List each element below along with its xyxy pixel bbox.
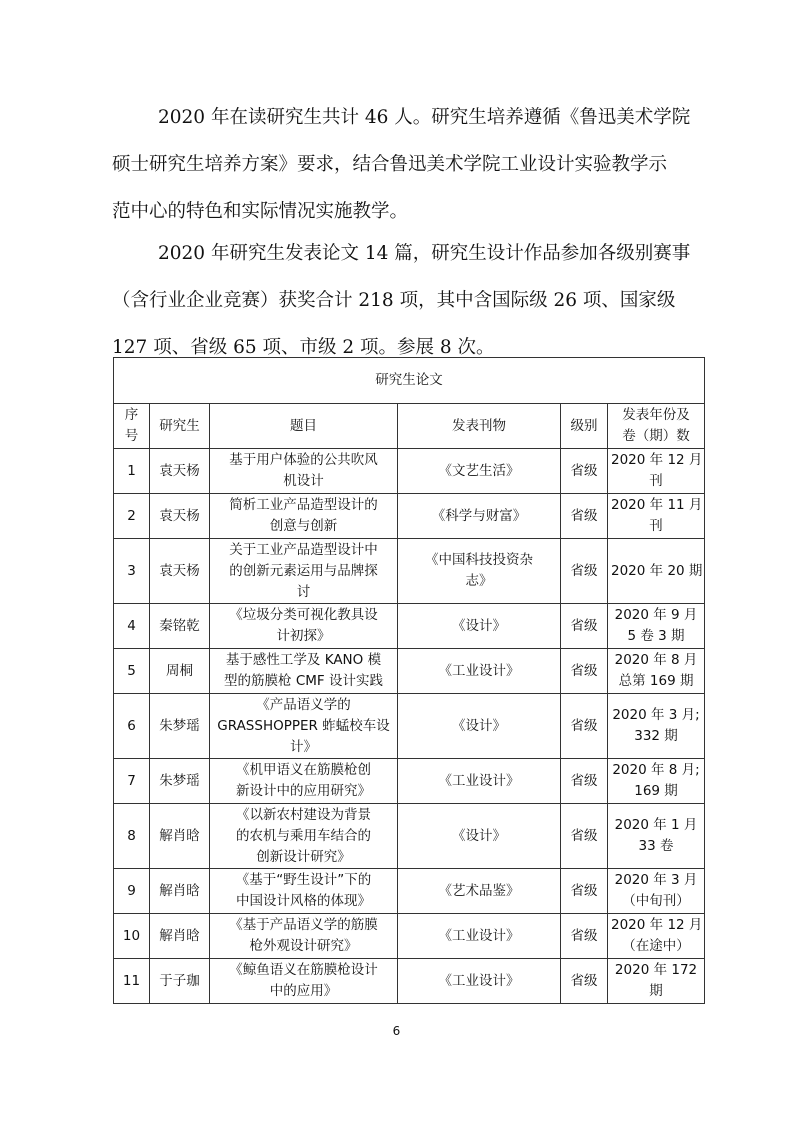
student-cell: 袁天杨 <box>150 539 210 604</box>
table-row <box>114 449 705 494</box>
cell-text: GRASSHOPPER 蚱蜢校车设 <box>217 717 390 734</box>
cell-text: 2020 年 9 月 <box>614 607 698 623</box>
student-cell: 秦铭乾 <box>150 604 210 649</box>
journal-cell <box>398 694 561 759</box>
page-number: 6 <box>392 1024 401 1038</box>
issue-cell <box>608 449 705 494</box>
header-level <box>561 404 608 449</box>
issue-cell <box>608 604 705 649</box>
paragraph-line: 范中心的特色和实际情况实施教学。 <box>112 201 409 222</box>
row-number-cell: 4 <box>114 604 150 649</box>
table-row <box>114 869 705 914</box>
paragraph-line: （含行业企业竞赛）获奖合计 218 项，其中含国际级 26 项、国家级 <box>112 290 676 311</box>
cell-text: 《基于产品语义学的筋膜 <box>229 917 378 933</box>
thesis-table <box>113 357 705 1004</box>
cell-text: 169 期 <box>634 783 678 799</box>
paragraph-line: 127 项、省级 65 项、市级 2 项。参展 8 次。 <box>112 337 495 358</box>
paragraph-line: 2020 年在读研究生共计 46 人。研究生培养遵循《鲁迅美术学院 <box>158 107 691 128</box>
cell-text: （中旬刊） <box>622 893 690 909</box>
header-no <box>114 404 150 449</box>
title-cell <box>210 539 398 604</box>
paragraph-publications <box>112 230 702 371</box>
paragraph-line: 2020 年研究生发表论文 14 篇，研究生设计作品参加各级别赛事 <box>158 243 691 264</box>
journal-cell <box>398 869 561 914</box>
cell-text: 关于工业产品造型设计中 <box>229 541 378 558</box>
cell-text: 《设计》 <box>452 717 506 734</box>
row-number-cell: 2 <box>114 494 150 539</box>
cell-text: 新设计中的应用研究》 <box>236 783 371 799</box>
cell-text: 《科学与财富》 <box>431 507 527 524</box>
header-student <box>150 404 210 449</box>
cell-text: 2020 年 11 月 <box>611 497 703 513</box>
cell-text: 2020 年 3 月; <box>612 707 700 723</box>
header-title <box>210 404 398 449</box>
cell-text: 《文艺生活》 <box>438 462 520 479</box>
student-cell: 解肖晗 <box>150 914 210 959</box>
student-cell: 袁天杨 <box>150 494 210 539</box>
issue-cell <box>608 694 705 759</box>
issue-cell <box>608 494 705 539</box>
cell-text: 基于用户体验的公共吹风 <box>229 452 378 468</box>
title-cell <box>210 494 398 539</box>
cell-text: 2020 年 1 月 <box>614 817 698 833</box>
student-cell: 周桐 <box>150 649 210 694</box>
journal-cell <box>398 759 561 804</box>
cell-text: 卷（期）数 <box>622 428 690 444</box>
table-header-row <box>114 404 705 449</box>
cell-text: 创新设计研究》 <box>256 848 351 865</box>
cell-text: 号 <box>124 428 139 444</box>
level-cell: 省级 <box>561 804 608 869</box>
cell-text: 讨 <box>296 583 311 600</box>
cell-text: 2020 年 8 月; <box>612 762 700 778</box>
table-row <box>114 604 705 649</box>
table-row <box>114 539 705 604</box>
paragraph-line: 硕士研究生培养方案》要求，结合鲁迅美术学院工业设计实验教学示 <box>112 154 668 175</box>
table-row <box>114 959 705 1004</box>
level-cell: 省级 <box>561 959 608 1004</box>
issue-cell <box>608 649 705 694</box>
journal-cell <box>398 604 561 649</box>
cell-text: 《以新农村建设为背景 <box>236 806 371 823</box>
journal-cell <box>398 449 561 494</box>
cell-text: 《工业设计》 <box>438 927 520 944</box>
cell-text: 2020 年 12 月 <box>611 452 703 468</box>
issue-cell <box>608 759 705 804</box>
cell-text: 志》 <box>465 573 493 589</box>
cell-text: 发表年份及 <box>622 407 690 423</box>
header-journal <box>398 404 561 449</box>
table-row <box>114 759 705 804</box>
cell-text: 刊 <box>649 518 663 534</box>
level-cell: 省级 <box>561 604 608 649</box>
cell-text: 研究生 <box>159 417 200 434</box>
cell-text: 332 期 <box>634 728 678 744</box>
level-cell: 省级 <box>561 759 608 804</box>
row-number-cell: 3 <box>114 539 150 604</box>
student-cell: 朱梦瑶 <box>150 759 210 804</box>
cell-text: 《产品语义学的 <box>256 696 351 713</box>
issue-cell <box>608 539 705 604</box>
issue-cell <box>608 959 705 1004</box>
issue-cell <box>608 869 705 914</box>
student-cell: 解肖晗 <box>150 869 210 914</box>
cell-text: 2020 年 12 月 <box>611 917 703 933</box>
level-cell: 省级 <box>561 869 608 914</box>
level-cell: 省级 <box>561 449 608 494</box>
cell-text: 级别 <box>570 417 598 434</box>
header-issue <box>608 404 705 449</box>
journal-cell <box>398 539 561 604</box>
cell-text: 创意与创新 <box>269 518 338 534</box>
cell-text: 2020 年 3 月 <box>614 872 698 888</box>
title-cell <box>210 804 398 869</box>
row-number-cell: 1 <box>114 449 150 494</box>
cell-text: 5 卷 3 期 <box>627 628 685 644</box>
table-row <box>114 914 705 959</box>
cell-text: 2020 年 8 月 <box>614 652 698 668</box>
table-row <box>114 804 705 869</box>
cell-text: 《鲸鱼语义在筋膜枪设计 <box>229 962 378 978</box>
student-cell: 解肖晗 <box>150 804 210 869</box>
title-cell <box>210 959 398 1004</box>
journal-cell <box>398 959 561 1004</box>
cell-text: 2020 年 20 期 <box>611 562 703 579</box>
title-cell <box>210 449 398 494</box>
issue-cell <box>608 914 705 959</box>
title-cell <box>210 914 398 959</box>
student-cell: 于子珈 <box>150 959 210 1004</box>
cell-text: 序 <box>124 407 139 423</box>
cell-text: 计》 <box>290 738 317 755</box>
cell-text: 总第 169 期 <box>618 673 694 689</box>
cell-text: 计初探》 <box>276 628 331 644</box>
cell-text: 《设计》 <box>452 827 506 844</box>
row-number-cell: 9 <box>114 869 150 914</box>
journal-cell <box>398 649 561 694</box>
row-number-cell: 6 <box>114 694 150 759</box>
cell-text: 中国设计风格的体现》 <box>236 893 371 909</box>
cell-text: 《工业设计》 <box>438 772 520 789</box>
cell-text: 简析工业产品造型设计的 <box>229 497 378 513</box>
cell-text: 《设计》 <box>452 617 506 634</box>
cell-text: 《基于“野生设计”下的 <box>235 872 372 888</box>
level-cell: 省级 <box>561 649 608 694</box>
table-body <box>114 449 705 1004</box>
cell-text: 发表刊物 <box>452 417 506 434</box>
cell-text: 刊 <box>649 473 663 489</box>
paragraph-enrollment <box>112 94 702 235</box>
journal-cell <box>398 494 561 539</box>
journal-cell <box>398 914 561 959</box>
title-cell <box>210 649 398 694</box>
cell-text: 中的应用》 <box>269 983 338 999</box>
row-number-cell: 11 <box>114 959 150 1004</box>
cell-text: 2020 年 172 <box>614 962 698 978</box>
table-row <box>114 649 705 694</box>
row-number-cell: 8 <box>114 804 150 869</box>
journal-cell <box>398 804 561 869</box>
cell-text: 期 <box>649 983 663 999</box>
cell-text: 枪外观设计研究》 <box>249 938 358 954</box>
row-number-cell: 10 <box>114 914 150 959</box>
cell-text: 《工业设计》 <box>438 972 520 989</box>
issue-cell <box>608 804 705 869</box>
level-cell: 省级 <box>561 914 608 959</box>
cell-text: 型的筋膜枪 CMF 设计实践 <box>224 673 383 689</box>
title-cell <box>210 694 398 759</box>
cell-text: 基于感性工学及 KANO 模 <box>225 652 382 668</box>
cell-text: 的农机与乘用车结合的 <box>236 827 371 844</box>
title-cell <box>210 869 398 914</box>
cell-text: 的创新元素运用与品牌探 <box>229 562 378 579</box>
level-cell: 省级 <box>561 539 608 604</box>
title-cell <box>210 604 398 649</box>
cell-text: 《机甲语义在筋膜枪创 <box>236 762 371 778</box>
level-cell: 省级 <box>561 694 608 759</box>
level-cell: 省级 <box>561 494 608 539</box>
cell-text: 《艺术品鉴》 <box>438 882 520 899</box>
row-number-cell: 7 <box>114 759 150 804</box>
cell-text: 《中国科技投资杂 <box>425 552 533 568</box>
cell-text: 《垃圾分类可视化教具设 <box>229 607 378 623</box>
student-cell: 袁天杨 <box>150 449 210 494</box>
title-cell <box>210 759 398 804</box>
cell-text: 《工业设计》 <box>438 662 520 679</box>
cell-text: 题目 <box>290 417 317 434</box>
row-number-cell: 5 <box>114 649 150 694</box>
cell-text: （在途中） <box>622 938 690 954</box>
table-row <box>114 494 705 539</box>
cell-text: 33 卷 <box>638 838 674 854</box>
table-row <box>114 694 705 759</box>
cell-text: 机设计 <box>283 473 324 489</box>
student-cell: 朱梦瑶 <box>150 694 210 759</box>
table-caption: 研究生论文 <box>114 358 705 404</box>
